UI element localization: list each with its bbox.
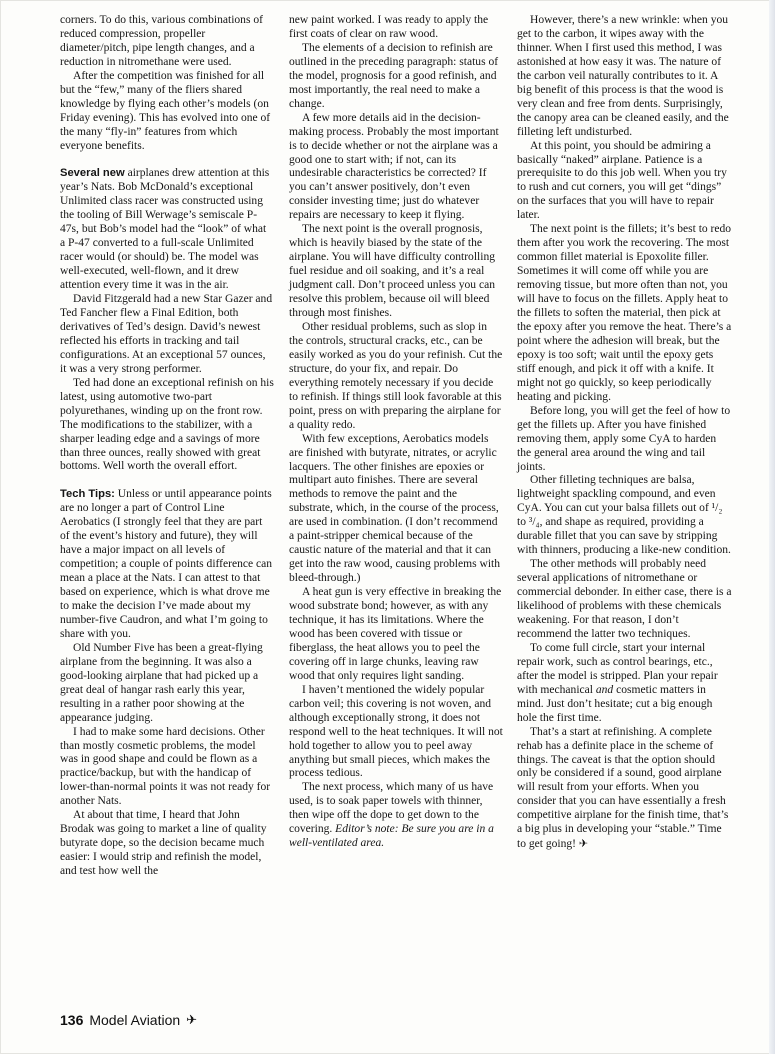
paragraph: The other methods will probably need several applications of nitromethane or commercial debonder. In either case, there is a likelihood of problems with these chemicals weakening. For that reason, I don’t recommend the latter two techniques. [517, 558, 732, 640]
column-2 [289, 14, 503, 851]
paragraph: Other filleting techniques are balsa, lightweight spackling compound, and even CyA. You can cut your balsa fillets out of ¹/₂ to ³/₄, and shape as required, providing a durable fillet that you can save by stripping with thinners, producing a like-new condition. [517, 474, 731, 557]
paragraph: The elements of a decision to refinish are outlined in the preceding paragraph: status of the model, prognosis for a good refinish, and most importantly, the real need to make a change. [289, 41, 499, 110]
paragraph-text: cosmetic matters in mind. Just don’t hesitate; cut a big enough hole the first time. [517, 683, 713, 724]
page-edge [769, 0, 775, 1054]
paragraph: I had to make some hard decisions. Other than mostly cosmetic problems, the model was in good shape and could be flown as a practice/backup, but with the handicap of lower-than-normal points it was not ready for another Nats. [60, 725, 271, 808]
paragraph: After the competition was finished for all but the “few,” many of the fliers shared knowledge by flying each other’s models (on Friday evening). This has evolved into one of the many “fly-in” features from which everyone benefits. [60, 69, 271, 152]
column-3 [517, 14, 733, 852]
paragraph [60, 167, 274, 293]
paragraph: However, there’s a new wrinkle: when you get to the carbon, it wipes away with the thinner. When I first used this method, I was astonished at how easy it was. The nature of the carbon veil naturally contributes to it. A big benefit of this process is that the wood is very clean and free from dents. Surprisingly, the canopy area can be cleaned easily, and the filleting left undisturbed. [517, 14, 729, 138]
page-number: 136 [60, 1012, 84, 1028]
airplane-icon: ✈ [186, 1012, 198, 1027]
paragraph: new paint worked. I was ready to apply the first coats of clear on raw wood. [289, 14, 489, 40]
paragraph-text: The next process, which many of us have used, is to soak paper towels with thinner, then wipe off the dope to get down to the covering. [289, 781, 494, 836]
paragraph: Other residual problems, such as slop in the controls, structural cracks, etc., can be easily worked as you do your refinish. Cut the structure, do your fix, and repair. Do everything remotely necessary if you decide to refinish. If things still look favorable at this point, press on with preparing the airplane for a quality redo. [289, 320, 503, 431]
paragraph: corners. To do this, various combinations of reduced compression, propeller diameter/pitch, pipe length changes, and a reduction in nitromethane were used. [60, 14, 263, 68]
paragraph: David Fitzgerald had a new Star Gazer and Ted Fancher flew a Final Edition, both derivatives of Ted’s design. David’s newest reflected his efforts in tracking and tail configurations. At an exceptional 57 ounces, it was a very strong performer. [60, 293, 273, 375]
paragraph: Old Number Five has been a great-flying airplane from the beginning. It was also a good-looking airplane that had picked up a great deal of hangar rash early this year, resulting in a rather poor showing at the appearance judging. [60, 641, 263, 724]
paragraph-text: airplanes drew attention at this year’s Nats. Bob McDonald’s exceptional Unlimited class racer was constructed using the tooling of Bill Werwage’s semiscale P-47s, but Bob’s model had the “look” of what a P-47 converted to a full-scale Unlimited racer would (or should) be. The model was well-executed, well-flown, and it drew attention every time it was in the air. [60, 167, 270, 292]
paragraph: I haven’t mentioned the widely popular carbon veil; this covering is not woven, and although exceptionally strong, it does not respond well to the heat techniques. It will not hold together to allow you to peel away anything but small pieces, which makes the process tedious. [289, 683, 503, 780]
paragraph: Before long, you will get the feel of how to get the fillets up. After you have finished removing them, apply some CyA to harden the general area around the wing and tail joints. [517, 404, 731, 473]
section-lead: Several new [60, 167, 125, 180]
paragraph-text: That’s a start at refinishing. A complete rehab has a definite place in the scheme of things. The caveat is that the option should only be considered if a sound, good airplane will result from your efforts. When you consider that you can have essentially a fresh competitive airplane for the finish time, that’s a big plus in developing your “stable.” Time to get going! [517, 725, 729, 851]
section-lead: Tech Tips: [60, 488, 115, 501]
paragraph: Ted had done an exceptional refinish on his latest, using automotive two-part polyurethanes, winding up on the front row. The modifications to the stabilizer, with a sharper leading edge and a savings of more than three ounces, really showed with great bottoms. Well worth the overall effort. [60, 376, 274, 473]
paragraph-text: To come full circle, start your internal repair work, such as control bearings, etc., after the model is stripped. Plan your repair with mechanical [517, 641, 718, 696]
paragraph: At this point, you should be admiring a basically “naked” airplane. Patience is a prerequisite to do this job well. When you try to rush and cut corners, you will get “dings” on the surfaces that you will have to repair later. [517, 139, 727, 222]
paragraph: A heat gun is very effective in breaking the wood substrate bond; however, as with any technique, it has its limitations. Where the wood has been covered with tissue or fiberglass, the heat allows you to peel the covering off in large chunks, leaving raw wood that only requires light sanding. [289, 586, 502, 682]
emphasis: and [595, 683, 614, 696]
paragraph: The next point is the overall prognosis, which is heavily biased by the state of the airplane. You will have difficulty controlling fuel residue and oil soaking, and it’s a real judgment call. Don’t proceed unless you can resolve this problem, because oil will bleed through most finishes. [289, 223, 495, 320]
editors-note: Editor’s note: Be sure you are in a well-ventilated area. [289, 823, 494, 850]
paragraph [517, 726, 733, 853]
paragraph [60, 488, 274, 641]
paragraph-text: Unless or until appearance points are no longer a part of Control Line Aerobatics (I strongly feel that they are part of the event’s history and future), they will have a major impact on all levels of competition; a couple of points difference can mean a place at the Nats. I can attest to that based on experience, which is what drove me to make the decision I’ve made about my number-five Caudron, and what I’m going to share with you. [60, 488, 273, 640]
magazine-name: Model Aviation [89, 1012, 181, 1028]
page-footer [60, 1012, 197, 1028]
paragraph: The next point is the fillets; it’s best to redo them after you work the recovering. The most common fillet material is Epoxolite filler. Sometimes it will come off while you are removing tissue, but more often than not, you will have to focus on the fillets. Apply heat to the fillets to soften the material, then pick at the epoxy after you remove the heat. There’s a point where the adhesion will break, but the epoxy is too soft; wait until the epoxy gets stiff enough, and pick it off with a knife. It might not go quickly, so keep periodically heating and picking. [517, 223, 732, 403]
paragraph [517, 642, 733, 726]
paragraph: A few more details aid in the decision-making process. Probably the most important is to decide whether or not the airplane was a good one to start with; if not, can its undesirable characteristics be corrected? If you can’t answer positively, don’t even consider investing time; just do whatever repairs are necessary to keep it flying. [289, 111, 499, 222]
paragraph: At about that time, I heard that John Brodak was going to market a line of quality butyrate dope, so the decision became much easier: I would strip and refinish the model, and test how well the [60, 809, 267, 878]
paragraph: With few exceptions, Aerobatics models are finished with butyrate, nitrates, or acrylic lacquers. The other finishes are epoxies or multipart auto finishes. There are several methods to remove the paint and the substrate, which, in the course of the process, are used in combination. (I don’t recommend a paint-stripper chemical because of the caustic nature of the material and that it can get into the raw wood, causing problems with bleed-through.) [289, 432, 501, 585]
paragraph [289, 781, 503, 851]
airplane-end-icon: ✈ [578, 837, 589, 851]
column-1 [60, 14, 274, 879]
